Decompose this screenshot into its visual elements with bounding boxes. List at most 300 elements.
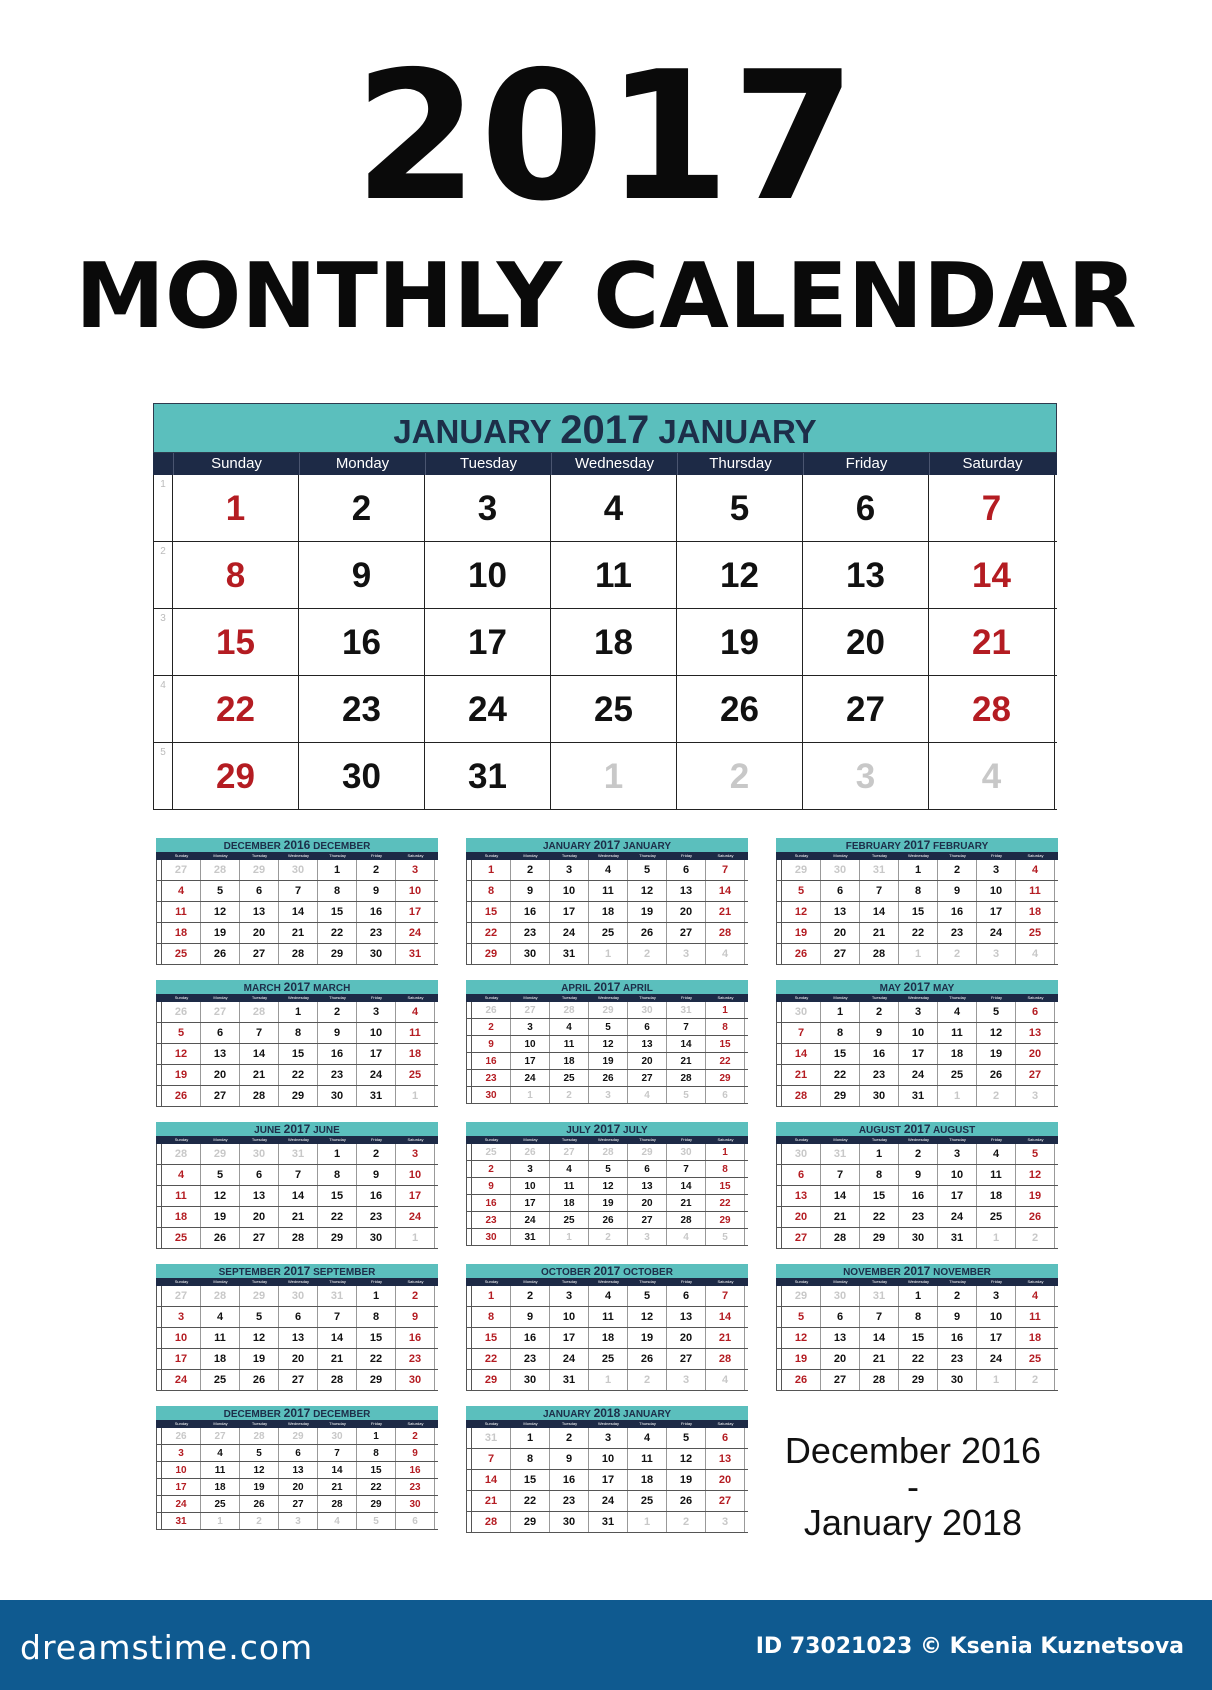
day-cell[interactable]: 17 — [977, 1328, 1016, 1348]
day-cell[interactable]: 6 — [279, 1445, 318, 1461]
day-cell[interactable]: 8 — [899, 881, 938, 901]
day-cell[interactable]: 15 — [821, 1044, 860, 1064]
day-cell[interactable]: 2 — [472, 1019, 511, 1035]
day-cell[interactable]: 18 — [550, 1195, 589, 1211]
day-cell[interactable]: 22 — [472, 923, 511, 943]
day-cell[interactable]: 12 — [628, 881, 667, 901]
day-cell[interactable]: 8 — [706, 1161, 745, 1177]
day-cell[interactable]: 6 — [201, 1023, 240, 1043]
day-cell[interactable]: 18 — [589, 1328, 628, 1348]
day-cell[interactable]: 21 — [318, 1349, 357, 1369]
day-cell[interactable]: 5 — [628, 860, 667, 880]
day-cell[interactable]: 23 — [550, 1491, 589, 1511]
day-cell[interactable]: 9 — [357, 1165, 396, 1185]
day-cell[interactable]: 21 — [860, 923, 899, 943]
day-cell[interactable]: 31 — [318, 1286, 357, 1306]
day-cell[interactable]: 30 — [240, 1144, 279, 1164]
day-cell[interactable]: 7 — [318, 1445, 357, 1461]
day-cell[interactable]: 18 — [201, 1479, 240, 1495]
day-cell[interactable]: 10 — [396, 881, 435, 901]
day-cell[interactable]: 24 — [357, 1065, 396, 1085]
day-cell[interactable]: 23 — [299, 676, 425, 742]
day-cell[interactable]: 16 — [860, 1044, 899, 1064]
day-cell[interactable]: 4 — [318, 1513, 357, 1529]
day-cell[interactable]: 18 — [1016, 902, 1055, 922]
day-cell[interactable]: 19 — [677, 609, 803, 675]
day-cell[interactable]: 11 — [396, 1023, 435, 1043]
day-cell[interactable]: 25 — [550, 1212, 589, 1228]
day-cell[interactable]: 24 — [589, 1491, 628, 1511]
day-cell[interactable]: 23 — [357, 923, 396, 943]
day-cell[interactable]: 13 — [821, 1328, 860, 1348]
day-cell[interactable]: 14 — [279, 902, 318, 922]
day-cell[interactable]: 4 — [162, 881, 201, 901]
day-cell[interactable]: 12 — [201, 1186, 240, 1206]
day-cell[interactable]: 26 — [782, 944, 821, 964]
day-cell[interactable]: 23 — [511, 923, 550, 943]
day-cell[interactable]: 5 — [628, 1286, 667, 1306]
day-cell[interactable]: 30 — [899, 1228, 938, 1248]
day-cell[interactable]: 9 — [299, 542, 425, 608]
day-cell[interactable]: 6 — [240, 881, 279, 901]
day-cell[interactable]: 4 — [1016, 944, 1055, 964]
day-cell[interactable]: 30 — [472, 1229, 511, 1245]
day-cell[interactable]: 16 — [396, 1328, 435, 1348]
day-cell[interactable]: 20 — [240, 1207, 279, 1227]
day-cell[interactable]: 22 — [821, 1065, 860, 1085]
day-cell[interactable]: 14 — [821, 1186, 860, 1206]
day-cell[interactable]: 28 — [201, 1286, 240, 1306]
day-cell[interactable]: 1 — [551, 743, 677, 809]
day-cell[interactable]: 9 — [550, 1449, 589, 1469]
day-cell[interactable]: 13 — [628, 1178, 667, 1194]
day-cell[interactable]: 3 — [667, 944, 706, 964]
day-cell[interactable]: 19 — [589, 1053, 628, 1069]
day-cell[interactable]: 11 — [938, 1023, 977, 1043]
day-cell[interactable]: 11 — [550, 1178, 589, 1194]
day-cell[interactable]: 14 — [706, 881, 745, 901]
day-cell[interactable]: 2 — [511, 1286, 550, 1306]
day-cell[interactable]: 22 — [357, 1479, 396, 1495]
day-cell[interactable]: 23 — [511, 1349, 550, 1369]
day-cell[interactable]: 18 — [628, 1470, 667, 1490]
day-cell[interactable]: 3 — [357, 1002, 396, 1022]
day-cell[interactable]: 19 — [667, 1470, 706, 1490]
day-cell[interactable]: 10 — [162, 1328, 201, 1348]
day-cell[interactable]: 24 — [162, 1370, 201, 1390]
day-cell[interactable]: 4 — [628, 1428, 667, 1448]
day-cell[interactable]: 2 — [550, 1087, 589, 1103]
day-cell[interactable]: 10 — [511, 1036, 550, 1052]
day-cell[interactable]: 13 — [803, 542, 929, 608]
day-cell[interactable]: 23 — [396, 1479, 435, 1495]
day-cell[interactable]: 13 — [782, 1186, 821, 1206]
day-cell[interactable]: 4 — [929, 743, 1055, 809]
day-cell[interactable]: 11 — [1016, 1307, 1055, 1327]
day-cell[interactable]: 25 — [589, 923, 628, 943]
day-cell[interactable]: 29 — [782, 1286, 821, 1306]
day-cell[interactable]: 30 — [550, 1512, 589, 1532]
day-cell[interactable]: 13 — [821, 902, 860, 922]
day-cell[interactable]: 28 — [240, 1428, 279, 1444]
day-cell[interactable]: 25 — [938, 1065, 977, 1085]
day-cell[interactable]: 13 — [667, 881, 706, 901]
day-cell[interactable]: 18 — [550, 1053, 589, 1069]
day-cell[interactable]: 9 — [938, 1307, 977, 1327]
day-cell[interactable]: 28 — [240, 1086, 279, 1106]
day-cell[interactable]: 2 — [938, 1286, 977, 1306]
day-cell[interactable]: 20 — [782, 1207, 821, 1227]
day-cell[interactable]: 27 — [628, 1212, 667, 1228]
day-cell[interactable]: 3 — [628, 1229, 667, 1245]
day-cell[interactable]: 24 — [550, 923, 589, 943]
day-cell[interactable]: 19 — [589, 1195, 628, 1211]
day-cell[interactable]: 25 — [628, 1491, 667, 1511]
day-cell[interactable]: 7 — [860, 881, 899, 901]
day-cell[interactable]: 28 — [162, 1144, 201, 1164]
day-cell[interactable]: 1 — [628, 1512, 667, 1532]
day-cell[interactable]: 12 — [628, 1307, 667, 1327]
day-cell[interactable]: 29 — [821, 1086, 860, 1106]
day-cell[interactable]: 20 — [240, 923, 279, 943]
day-cell[interactable]: 20 — [803, 609, 929, 675]
day-cell[interactable]: 31 — [425, 743, 551, 809]
day-cell[interactable]: 26 — [589, 1212, 628, 1228]
day-cell[interactable]: 9 — [318, 1023, 357, 1043]
day-cell[interactable]: 11 — [201, 1462, 240, 1478]
day-cell[interactable]: 15 — [357, 1328, 396, 1348]
day-cell[interactable]: 6 — [667, 860, 706, 880]
day-cell[interactable]: 5 — [706, 1229, 745, 1245]
day-cell[interactable]: 5 — [240, 1445, 279, 1461]
day-cell[interactable]: 6 — [706, 1428, 745, 1448]
day-cell[interactable]: 16 — [299, 609, 425, 675]
day-cell[interactable]: 17 — [511, 1195, 550, 1211]
day-cell[interactable]: 26 — [472, 1002, 511, 1018]
day-cell[interactable]: 16 — [472, 1053, 511, 1069]
day-cell[interactable]: 1 — [511, 1087, 550, 1103]
day-cell[interactable]: 5 — [1016, 1144, 1055, 1164]
day-cell[interactable]: 27 — [279, 1496, 318, 1512]
day-cell[interactable]: 3 — [938, 1144, 977, 1164]
day-cell[interactable]: 14 — [472, 1470, 511, 1490]
day-cell[interactable]: 15 — [318, 1186, 357, 1206]
day-cell[interactable]: 1 — [511, 1428, 550, 1448]
day-cell[interactable]: 7 — [279, 1165, 318, 1185]
day-cell[interactable]: 14 — [318, 1462, 357, 1478]
day-cell[interactable]: 31 — [589, 1512, 628, 1532]
day-cell[interactable]: 3 — [706, 1512, 745, 1532]
day-cell[interactable]: 27 — [240, 944, 279, 964]
day-cell[interactable]: 12 — [201, 902, 240, 922]
day-cell[interactable]: 1 — [550, 1229, 589, 1245]
day-cell[interactable]: 15 — [472, 1328, 511, 1348]
day-cell[interactable]: 21 — [929, 609, 1055, 675]
day-cell[interactable]: 30 — [511, 944, 550, 964]
day-cell[interactable]: 27 — [1016, 1065, 1055, 1085]
day-cell[interactable]: 31 — [860, 1286, 899, 1306]
day-cell[interactable]: 27 — [667, 923, 706, 943]
day-cell[interactable]: 31 — [667, 1002, 706, 1018]
day-cell[interactable]: 17 — [396, 1186, 435, 1206]
day-cell[interactable]: 3 — [899, 1002, 938, 1022]
day-cell[interactable]: 5 — [782, 881, 821, 901]
day-cell[interactable]: 5 — [977, 1002, 1016, 1022]
day-cell[interactable]: 5 — [667, 1087, 706, 1103]
day-cell[interactable]: 10 — [589, 1449, 628, 1469]
day-cell[interactable]: 20 — [628, 1053, 667, 1069]
day-cell[interactable]: 28 — [279, 1228, 318, 1248]
day-cell[interactable]: 22 — [318, 923, 357, 943]
day-cell[interactable]: 8 — [821, 1023, 860, 1043]
day-cell[interactable]: 2 — [357, 1144, 396, 1164]
day-cell[interactable]: 21 — [667, 1053, 706, 1069]
day-cell[interactable]: 6 — [821, 1307, 860, 1327]
day-cell[interactable]: 5 — [201, 881, 240, 901]
day-cell[interactable]: 3 — [511, 1019, 550, 1035]
day-cell[interactable]: 16 — [472, 1195, 511, 1211]
brand-logo[interactable]: dreamstime.com — [20, 1628, 314, 1667]
day-cell[interactable]: 1 — [318, 1144, 357, 1164]
day-cell[interactable]: 1 — [201, 1513, 240, 1529]
day-cell[interactable]: 19 — [201, 1207, 240, 1227]
day-cell[interactable]: 31 — [938, 1228, 977, 1248]
day-cell[interactable]: 15 — [279, 1044, 318, 1064]
day-cell[interactable]: 17 — [938, 1186, 977, 1206]
day-cell[interactable]: 18 — [589, 902, 628, 922]
day-cell[interactable]: 17 — [899, 1044, 938, 1064]
day-cell[interactable]: 12 — [589, 1036, 628, 1052]
day-cell[interactable]: 26 — [162, 1428, 201, 1444]
day-cell[interactable]: 31 — [357, 1086, 396, 1106]
day-cell[interactable]: 3 — [162, 1445, 201, 1461]
day-cell[interactable]: 29 — [706, 1070, 745, 1086]
day-cell[interactable]: 24 — [396, 1207, 435, 1227]
day-cell[interactable]: 16 — [318, 1044, 357, 1064]
day-cell[interactable]: 11 — [977, 1165, 1016, 1185]
day-cell[interactable]: 30 — [299, 743, 425, 809]
day-cell[interactable]: 9 — [938, 881, 977, 901]
day-cell[interactable]: 25 — [201, 1370, 240, 1390]
day-cell[interactable]: 1 — [821, 1002, 860, 1022]
day-cell[interactable]: 28 — [706, 1349, 745, 1369]
day-cell[interactable]: 2 — [860, 1002, 899, 1022]
day-cell[interactable]: 30 — [357, 944, 396, 964]
day-cell[interactable]: 27 — [511, 1002, 550, 1018]
day-cell[interactable]: 27 — [201, 1002, 240, 1022]
day-cell[interactable]: 30 — [938, 1370, 977, 1390]
day-cell[interactable]: 26 — [628, 923, 667, 943]
day-cell[interactable]: 21 — [860, 1349, 899, 1369]
day-cell[interactable]: 30 — [821, 1286, 860, 1306]
day-cell[interactable]: 20 — [279, 1349, 318, 1369]
day-cell[interactable]: 19 — [240, 1479, 279, 1495]
day-cell[interactable]: 19 — [201, 923, 240, 943]
day-cell[interactable]: 22 — [706, 1053, 745, 1069]
day-cell[interactable]: 11 — [589, 1307, 628, 1327]
day-cell[interactable]: 10 — [511, 1178, 550, 1194]
day-cell[interactable]: 11 — [162, 1186, 201, 1206]
day-cell[interactable]: 6 — [667, 1286, 706, 1306]
day-cell[interactable]: 8 — [173, 542, 299, 608]
day-cell[interactable]: 4 — [667, 1229, 706, 1245]
day-cell[interactable]: 26 — [628, 1349, 667, 1369]
day-cell[interactable]: 9 — [511, 1307, 550, 1327]
day-cell[interactable]: 29 — [357, 1496, 396, 1512]
day-cell[interactable]: 25 — [551, 676, 677, 742]
day-cell[interactable]: 1 — [318, 860, 357, 880]
day-cell[interactable]: 21 — [782, 1065, 821, 1085]
day-cell[interactable]: 15 — [472, 902, 511, 922]
day-cell[interactable]: 19 — [782, 1349, 821, 1369]
day-cell[interactable]: 10 — [977, 881, 1016, 901]
day-cell[interactable]: 16 — [357, 1186, 396, 1206]
day-cell[interactable]: 30 — [821, 860, 860, 880]
day-cell[interactable]: 5 — [677, 475, 803, 541]
day-cell[interactable]: 28 — [782, 1086, 821, 1106]
day-cell[interactable]: 2 — [511, 860, 550, 880]
day-cell[interactable]: 19 — [628, 1328, 667, 1348]
day-cell[interactable]: 5 — [357, 1513, 396, 1529]
day-cell[interactable]: 5 — [589, 1161, 628, 1177]
day-cell[interactable]: 6 — [706, 1087, 745, 1103]
day-cell[interactable]: 19 — [162, 1065, 201, 1085]
day-cell[interactable]: 31 — [511, 1229, 550, 1245]
day-cell[interactable]: 31 — [860, 860, 899, 880]
day-cell[interactable]: 1 — [173, 475, 299, 541]
day-cell[interactable]: 27 — [821, 1370, 860, 1390]
day-cell[interactable]: 11 — [551, 542, 677, 608]
day-cell[interactable]: 17 — [550, 1328, 589, 1348]
day-cell[interactable]: 20 — [279, 1479, 318, 1495]
day-cell[interactable]: 18 — [1016, 1328, 1055, 1348]
day-cell[interactable]: 4 — [1016, 1286, 1055, 1306]
day-cell[interactable]: 3 — [977, 1286, 1016, 1306]
day-cell[interactable]: 2 — [299, 475, 425, 541]
day-cell[interactable]: 30 — [782, 1002, 821, 1022]
day-cell[interactable]: 11 — [550, 1036, 589, 1052]
day-cell[interactable]: 13 — [279, 1328, 318, 1348]
day-cell[interactable]: 26 — [667, 1491, 706, 1511]
day-cell[interactable]: 4 — [706, 944, 745, 964]
day-cell[interactable]: 28 — [201, 860, 240, 880]
day-cell[interactable]: 18 — [162, 1207, 201, 1227]
day-cell[interactable]: 29 — [279, 1086, 318, 1106]
day-cell[interactable]: 8 — [357, 1445, 396, 1461]
day-cell[interactable]: 8 — [511, 1449, 550, 1469]
day-cell[interactable]: 17 — [162, 1349, 201, 1369]
day-cell[interactable]: 24 — [396, 923, 435, 943]
day-cell[interactable]: 30 — [279, 1286, 318, 1306]
day-cell[interactable]: 1 — [899, 1286, 938, 1306]
day-cell[interactable]: 4 — [201, 1445, 240, 1461]
day-cell[interactable]: 1 — [899, 860, 938, 880]
day-cell[interactable]: 23 — [318, 1065, 357, 1085]
day-cell[interactable]: 24 — [938, 1207, 977, 1227]
day-cell[interactable]: 1 — [860, 1144, 899, 1164]
day-cell[interactable]: 11 — [1016, 881, 1055, 901]
day-cell[interactable]: 24 — [162, 1496, 201, 1512]
day-cell[interactable]: 29 — [511, 1512, 550, 1532]
day-cell[interactable]: 4 — [551, 475, 677, 541]
day-cell[interactable]: 27 — [667, 1349, 706, 1369]
day-cell[interactable]: 21 — [706, 1328, 745, 1348]
day-cell[interactable]: 29 — [860, 1228, 899, 1248]
day-cell[interactable]: 22 — [860, 1207, 899, 1227]
day-cell[interactable]: 2 — [977, 1086, 1016, 1106]
day-cell[interactable]: 21 — [667, 1195, 706, 1211]
day-cell[interactable]: 19 — [1016, 1186, 1055, 1206]
day-cell[interactable]: 23 — [472, 1070, 511, 1086]
day-cell[interactable]: 21 — [279, 923, 318, 943]
day-cell[interactable]: 31 — [550, 1370, 589, 1390]
day-cell[interactable]: 2 — [396, 1428, 435, 1444]
day-cell[interactable]: 5 — [782, 1307, 821, 1327]
day-cell[interactable]: 6 — [803, 475, 929, 541]
day-cell[interactable]: 10 — [550, 1307, 589, 1327]
day-cell[interactable]: 30 — [318, 1428, 357, 1444]
day-cell[interactable]: 22 — [899, 1349, 938, 1369]
day-cell[interactable]: 30 — [860, 1086, 899, 1106]
day-cell[interactable]: 14 — [706, 1307, 745, 1327]
day-cell[interactable]: 1 — [396, 1086, 435, 1106]
day-cell[interactable]: 20 — [201, 1065, 240, 1085]
day-cell[interactable]: 28 — [240, 1002, 279, 1022]
day-cell[interactable]: 25 — [1016, 1349, 1055, 1369]
day-cell[interactable]: 26 — [782, 1370, 821, 1390]
day-cell[interactable]: 3 — [279, 1513, 318, 1529]
day-cell[interactable]: 7 — [318, 1307, 357, 1327]
day-cell[interactable]: 31 — [472, 1428, 511, 1448]
day-cell[interactable]: 30 — [782, 1144, 821, 1164]
day-cell[interactable]: 15 — [511, 1470, 550, 1490]
day-cell[interactable]: 2 — [357, 860, 396, 880]
day-cell[interactable]: 8 — [318, 1165, 357, 1185]
day-cell[interactable]: 29 — [201, 1144, 240, 1164]
day-cell[interactable]: 29 — [472, 944, 511, 964]
day-cell[interactable]: 28 — [667, 1212, 706, 1228]
day-cell[interactable]: 21 — [240, 1065, 279, 1085]
day-cell[interactable]: 10 — [550, 881, 589, 901]
day-cell[interactable]: 7 — [929, 475, 1055, 541]
day-cell[interactable]: 31 — [821, 1144, 860, 1164]
day-cell[interactable]: 5 — [667, 1428, 706, 1448]
day-cell[interactable]: 8 — [279, 1023, 318, 1043]
day-cell[interactable]: 21 — [821, 1207, 860, 1227]
day-cell[interactable]: 23 — [357, 1207, 396, 1227]
day-cell[interactable]: 12 — [677, 542, 803, 608]
day-cell[interactable]: 9 — [472, 1036, 511, 1052]
day-cell[interactable]: 9 — [511, 881, 550, 901]
day-cell[interactable]: 1 — [938, 1086, 977, 1106]
day-cell[interactable]: 8 — [318, 881, 357, 901]
day-cell[interactable]: 21 — [472, 1491, 511, 1511]
day-cell[interactable]: 28 — [667, 1070, 706, 1086]
day-cell[interactable]: 14 — [929, 542, 1055, 608]
day-cell[interactable]: 16 — [357, 902, 396, 922]
day-cell[interactable]: 23 — [472, 1212, 511, 1228]
day-cell[interactable]: 15 — [899, 1328, 938, 1348]
day-cell[interactable]: 27 — [628, 1070, 667, 1086]
day-cell[interactable]: 27 — [803, 676, 929, 742]
day-cell[interactable]: 1 — [977, 1228, 1016, 1248]
day-cell[interactable]: 20 — [667, 902, 706, 922]
day-cell[interactable]: 14 — [860, 902, 899, 922]
day-cell[interactable]: 29 — [357, 1370, 396, 1390]
day-cell[interactable]: 15 — [860, 1186, 899, 1206]
day-cell[interactable]: 23 — [938, 923, 977, 943]
day-cell[interactable]: 7 — [706, 860, 745, 880]
